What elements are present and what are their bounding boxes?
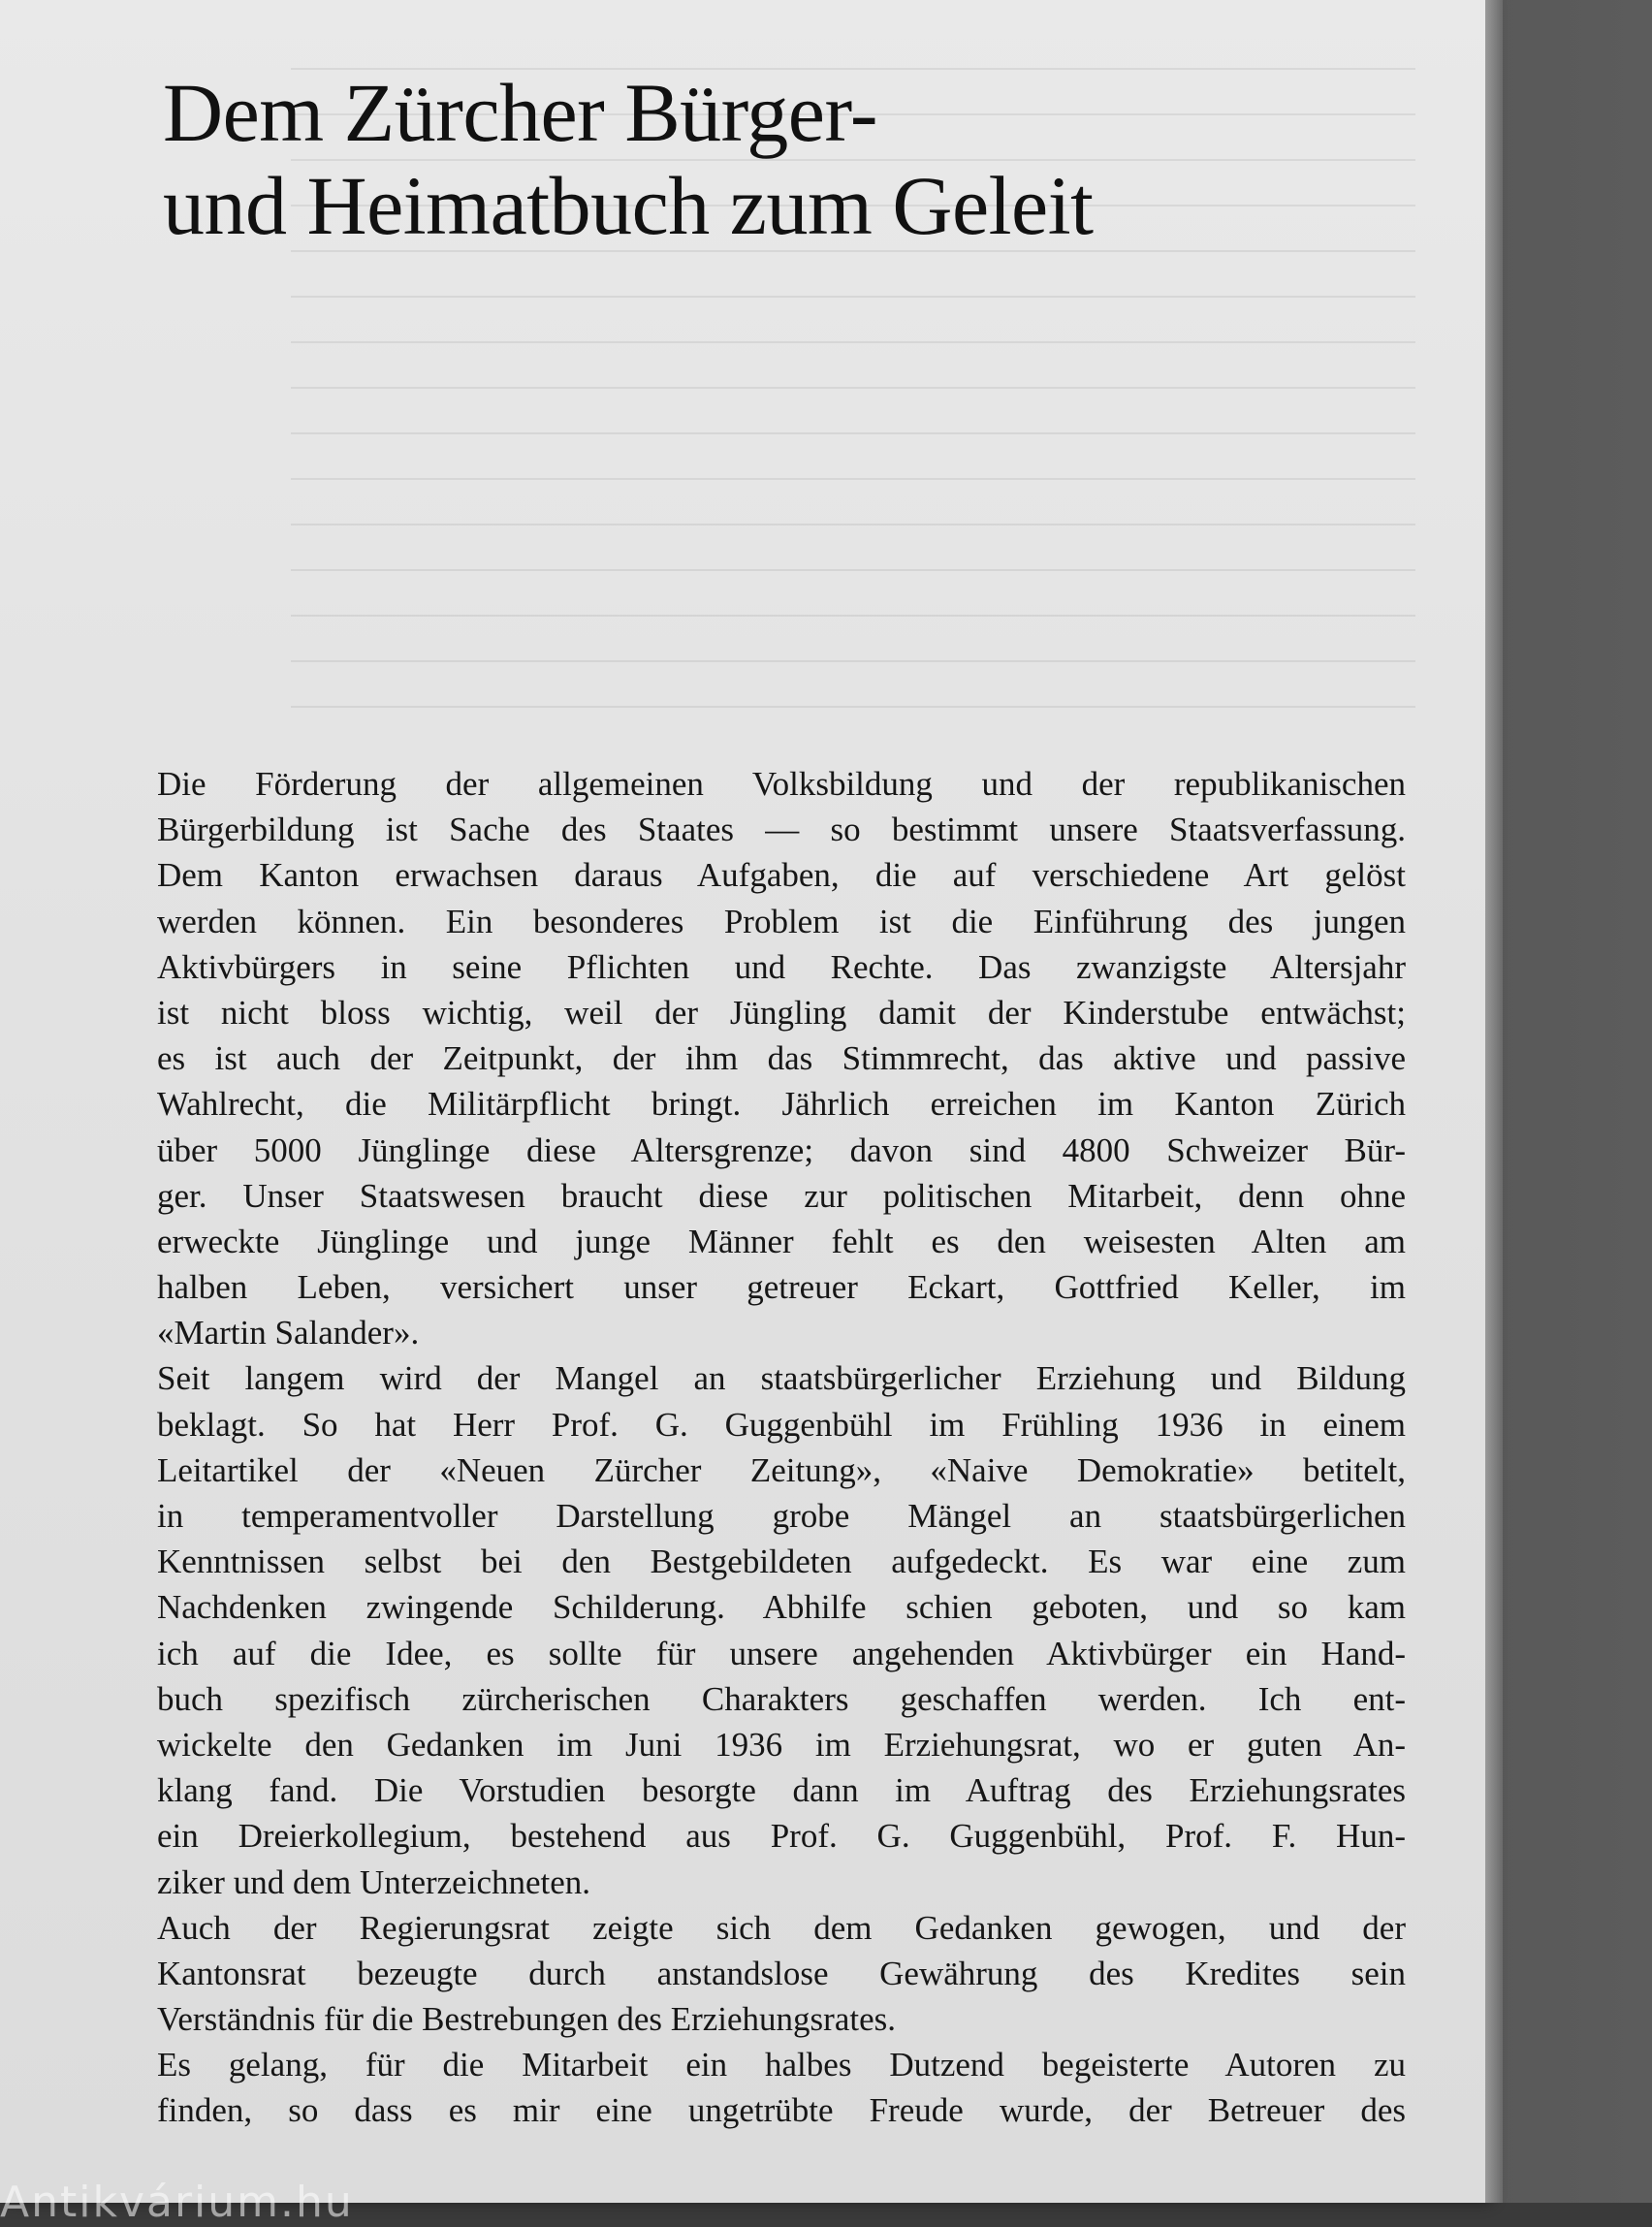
body-line: Nachdenken zwingende Schilderung. Abhilfe schien geboten, und so kam	[157, 1588, 1406, 1627]
body-line: Kenntnissen selbst bei den Bestgebildeten aufgedeckt. Es war eine zum	[157, 1543, 1406, 1581]
body-line: ein Dreierkollegium, bestehend aus Prof. G. Guggenbühl, Prof. F. Hun-	[157, 1817, 1406, 1856]
title-line-1: Dem Zürcher Bürger-	[163, 66, 877, 159]
body-text	[157, 761, 1406, 2134]
watermark-text: Antikvárium.hu	[0, 2178, 354, 2227]
body-line: Seit langem wird der Mangel an staatsbürgerlicher Erziehung und Bildung	[157, 1359, 1406, 1398]
title-line-2: und Heimatbuch zum Geleit	[163, 159, 1094, 252]
body-line: Bürgerbildung ist Sache des Staates — so bestimmt unsere Staatsverfassung.	[157, 811, 1406, 849]
body-line: halben Leben, versichert unser getreuer Eckart, Gottfried Keller, im	[157, 1268, 1406, 1307]
body-line: Leitartikel der «Neuen Zürcher Zeitung», «Naive Demokratie» betitelt,	[157, 1450, 1406, 1489]
body-line: «Martin Salander».	[157, 1314, 420, 1352]
body-line: buch spezifisch zürcherischen Charakters geschaffen werden. Ich ent-	[157, 1679, 1406, 1718]
body-line: ger. Unser Staatswesen braucht diese zur politischen Mitarbeit, denn ohne	[157, 1176, 1406, 1215]
body-line: beklagt. So hat Herr Prof. G. Guggenbühl im Frühling 1936 in einem	[157, 1405, 1406, 1444]
body-line: ziker und dem Unterzeichneten.	[157, 1862, 591, 1901]
page-edge-shadow	[1485, 0, 1503, 2203]
body-line: wickelte den Gedanken im Juni 1936 im Erziehungsrat, wo er guten An-	[157, 1725, 1406, 1764]
body-line: ich auf die Idee, es sollte für unsere angehenden Aktivbürger ein Hand-	[157, 1634, 1406, 1672]
body-line: Es gelang, für die Mitarbeit ein halbes Dutzend begeisterte Autoren zu	[157, 2046, 1406, 2084]
body-line: es ist auch der Zeitpunkt, der ihm das Stimmrecht, das aktive und passive	[157, 1039, 1406, 1078]
body-line: Die Förderung der allgemeinen Volksbildung und der republikanischen	[157, 765, 1406, 803]
body-line: Wahlrecht, die Militärpflicht bringt. Jährlich erreichen im Kanton Zürich	[157, 1085, 1406, 1124]
body-line: klang fand. Die Vorstudien besorgte dann im Auftrag des Erziehungsrates	[157, 1771, 1406, 1810]
body-line: Dem Kanton erwachsen daraus Aufgaben, die auf verschiedene Art gelöst	[157, 856, 1406, 895]
body-line: erweckte Jünglinge und junge Männer fehlt es den weisesten Alten am	[157, 1222, 1406, 1260]
body-line: finden, so dass es mir eine ungetrübte Freude wurde, der Betreuer des	[157, 2091, 1406, 2130]
body-line: ist nicht bloss wichtig, weil der Jüngling damit der Kinderstube entwächst;	[157, 993, 1406, 1032]
body-line: in temperamentvoller Darstellung grobe Mängel an staatsbürgerlichen	[157, 1497, 1406, 1535]
body-line: Verständnis für die Bestrebungen des Erziehungsrates.	[157, 2000, 897, 2039]
page-title	[163, 66, 1326, 252]
body-line: Auch der Regierungsrat zeigte sich dem Gedanken gewogen, und der	[157, 1908, 1406, 1947]
body-line: über 5000 Jünglinge diese Altersgrenze; davon sind 4800 Schweizer Bür-	[157, 1130, 1406, 1169]
body-line: Kantonsrat bezeugte durch anstandslose Gewährung des Kredites sein	[157, 1954, 1406, 1992]
body-line: Aktivbürgers in seine Pflichten und Rechte. Das zwanzigste Altersjahr	[157, 947, 1406, 986]
body-line: werden können. Ein besonderes Problem ist die Einführung des jungen	[157, 902, 1406, 940]
